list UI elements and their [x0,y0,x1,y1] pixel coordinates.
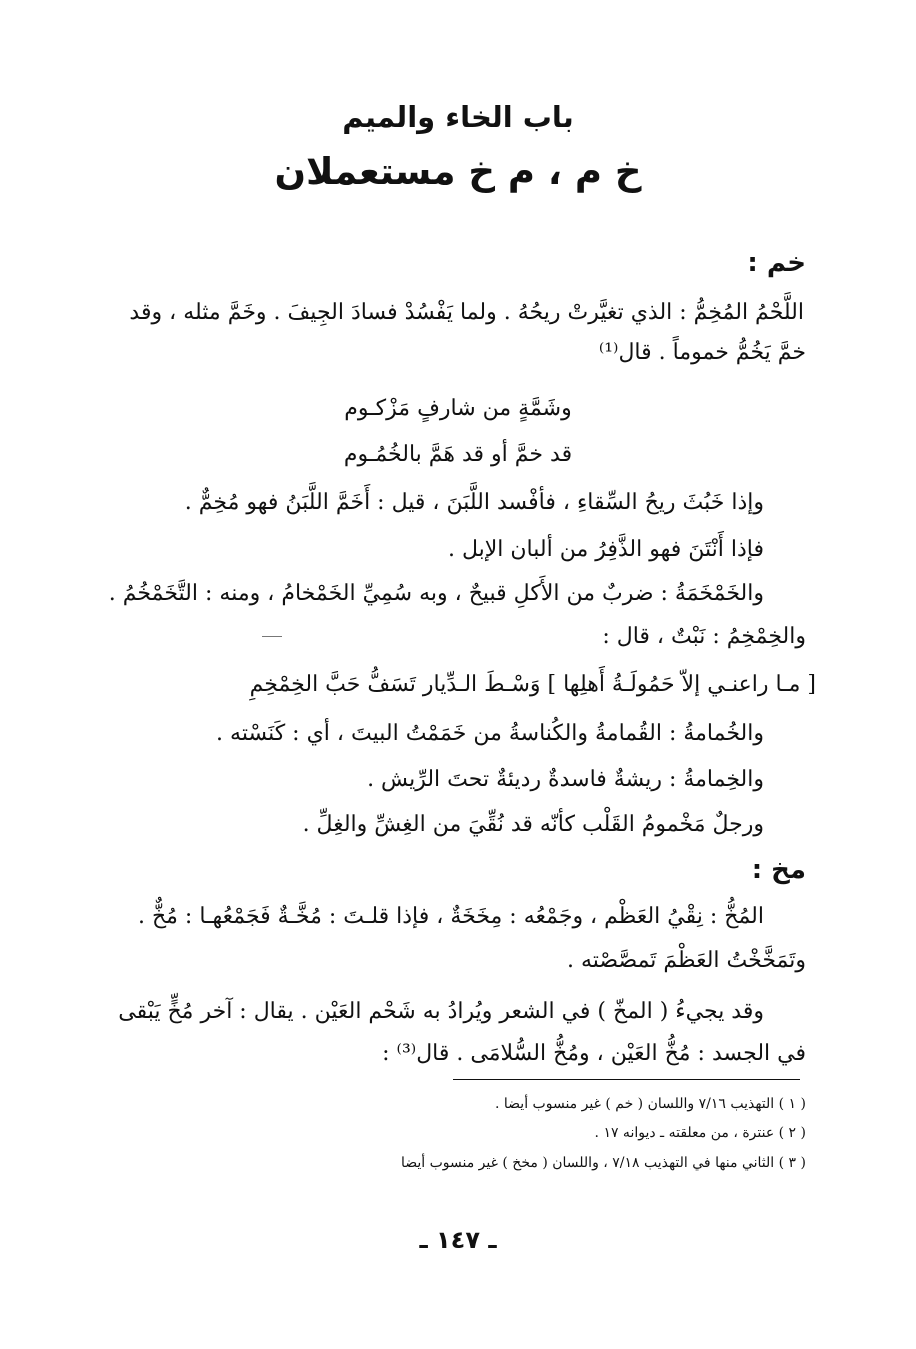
text-line: والخَمْخَمَةُ : ضربٌ من الأَكلِ قبيحٌ ، وبه سُمِيِّ الخَمْخامُ ، ومنه : التَّخَمْخُمُ . [108,581,764,606]
chapter-subtitle: خ م ، م خ مستعملان [274,150,642,193]
text-line: في الجسد : مُخُّ العَيْن ، ومُخُّ السُّلامَى . قال⁽³⁾ : [382,1041,806,1066]
verse-line: [ مـا راعنـي إلاّ حَمُولَـةُ أَهلِها ] وَسْـطَ الـدِّيار تَسَفُّ حَبَّ الخِمْخِمِ [249,672,816,697]
print-mark [262,636,282,637]
text-line: المُخُّ : نِقْيُ العَظْم ، وجَمْعُه : مِخَخَةٌ ، فإذا قلـتَ : مُخَّـةٌ فَجَمْعُهـا : مُخٌّ . [137,904,764,929]
section-heading: خم : [747,248,806,278]
page-number: ـ ١٤٧ ـ [419,1226,497,1254]
text-line: والخِمامةُ : ريشةٌ فاسدةٌ رديئةٌ تحتَ الرِّيش . [367,767,764,792]
section-heading: مخ : [751,855,806,885]
footnote-separator [453,1079,800,1080]
text-line: والخِمْخِمُ : نَبْتٌ ، قال : [602,624,806,649]
text-line: وتَمَخَّخْتُ العَظْمَ تَمصَّصْته . [567,948,806,973]
text-line: ورجلٌ مَخْمومُ القَلْب كأنّه قد نُقِّيَ من الغِشِّ والغِلِّ . [302,812,764,837]
text-line: وإذا خَبُثَ ريحُ السِّقاءِ ، فأفْسد اللَّبَنَ ، قيل : أَخَمَّ اللَّبَنُ فهو مُخِمٌّ . [184,490,764,515]
chapter-title: باب الخاء والميم [342,100,574,134]
verse-line: قد خمَّ أو قد هَمَّ بالخُمُـوم [343,442,573,467]
footnote: ( ٣ ) الثاني منها في التهذيب ٧/١٨ ، واللسان ( مخخ ) غير منسوب أيضا [400,1155,806,1171]
text-line: والخُمامةُ : القُمامةُ والكُناسةُ من خَمَمْتُ البيتَ ، أي : كَنَسْته . [216,721,764,746]
text-line: اللَّحْمُ المُخِمُّ : الذي تغيَّرتْ ريحُهُ . ولما يَفْسُدْ فسادَ الجِيفَ . وخَمَّ مثله ، وقد [129,300,804,325]
text-line: فإذا أَنْتَنَ فهو الذَّفِرُ من ألبان الإبل . [447,537,764,562]
verse-line: وشَمَّةٍ من شارفٍ مَزْكـوم [344,396,572,421]
text-line: وقد يجيءُ ( المخّ ) في الشعر ويُرادُ به شَحْم العَيْن . يقال : آخر مُخٍّ يَبْقى [118,999,764,1024]
text-line: خمَّ يَخُمُّ خموماً . قال⁽¹⁾ [598,340,806,365]
footnote: ( ١ ) التهذيب ٧/١٦ واللسان ( خم ) غير منسوب أيضا . [495,1096,806,1112]
footnote: ( ٢ ) عنترة ، من معلقته ـ ديوانه ١٧ . [594,1125,806,1141]
